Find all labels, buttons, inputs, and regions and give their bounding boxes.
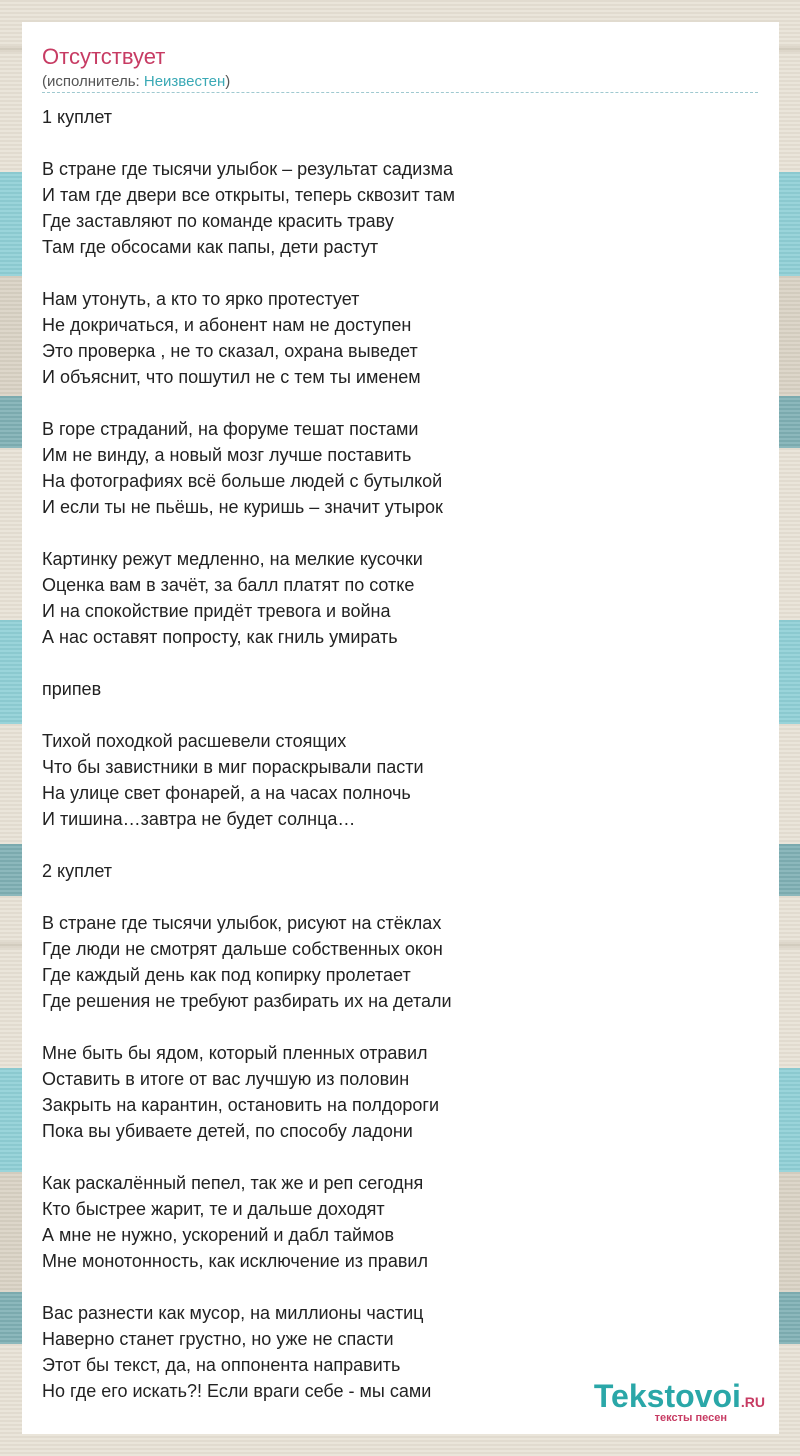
lyric-line: И если ты не пьёшь, не куришь – значит утырок <box>42 497 443 517</box>
song-title: Отсутствует <box>42 44 166 69</box>
lyric-blank-line <box>42 1144 758 1170</box>
lyric-line: Вас разнести как мусор, на миллионы частиц <box>42 1303 424 1323</box>
lyric-line: И объяснит, что пошутил не с тем ты именем <box>42 367 421 387</box>
lyric-line: Как раскалённый пепел, так же и реп сегодня <box>42 1173 424 1193</box>
lyric-line: Тихой походкой расшевели стоящих <box>42 731 347 751</box>
lyric-blank-line <box>42 390 758 416</box>
lyric-line: И там где двери все открыты, теперь сквозит там <box>42 185 456 205</box>
lyric-line: В стране где тысячи улыбок – результат садизма <box>42 159 453 179</box>
lyric-line: В стране где тысячи улыбок, рисуют на стёклах <box>42 913 442 933</box>
lyric-blank-line <box>42 1014 758 1040</box>
logo-tagline: тексты песен <box>654 1412 727 1424</box>
lyric-line: На фотографиях всё больше людей с бутылкой <box>42 471 443 491</box>
lyric-blank-line <box>42 130 758 156</box>
artist-line <box>42 73 230 91</box>
logo-name: Tekstovoi <box>593 1378 741 1414</box>
lyric-blank-line <box>42 260 758 286</box>
lyric-line: Там где обсосами как папы, дети растут <box>42 237 379 257</box>
lyric-line: Оставить в итоге от вас лучшую из половин <box>42 1069 410 1089</box>
lyric-line: И на спокойствие придёт тревога и война <box>42 601 391 621</box>
lyric-line: Где каждый день как под копирку пролетает <box>42 965 411 985</box>
lyric-line: Что бы завистники в миг пораскрывали пасти <box>42 757 424 777</box>
lyric-line: Этот бы текст, да, на оппонента направить <box>42 1355 401 1375</box>
lyric-line: Закрыть на карантин, остановить на полдороги <box>42 1095 439 1115</box>
lyric-blank-line <box>42 650 758 676</box>
lyric-line: Наверно станет грустно, но уже не спасти <box>42 1329 394 1349</box>
lyric-line: Кто быстрее жарит, те и дальше доходят <box>42 1199 385 1219</box>
lyric-line: Где заставляют по команде красить траву <box>42 211 394 231</box>
lyric-line: Мне быть бы ядом, который пленных отравил <box>42 1043 428 1063</box>
lyric-line: 2 куплет <box>42 861 112 881</box>
lyric-line: Но где его искать?! Если враги себе - мы сами <box>42 1381 432 1401</box>
artist-suffix: ) <box>225 73 231 90</box>
lyric-line: Им не винду, а новый мозг лучше поставить <box>42 445 412 465</box>
lyrics-text <box>42 104 758 1404</box>
title-divider <box>42 92 758 93</box>
lyric-line: Нам утонуть, а кто то ярко протестует <box>42 289 360 309</box>
lyric-line: Пока вы убиваете детей, по способу ладони <box>42 1121 413 1141</box>
lyric-line: Картинку режут медленно, на мелкие кусочки <box>42 549 423 569</box>
lyric-line: А нас оставят попросту, как гниль умирать <box>42 627 398 647</box>
artist-prefix: (исполнитель: <box>42 73 144 90</box>
site-logo[interactable] <box>594 1380 765 1424</box>
lyric-blank-line <box>42 520 758 546</box>
lyric-blank-line <box>42 1274 758 1300</box>
lyric-blank-line <box>42 884 758 910</box>
logo-tld: .RU <box>740 1394 765 1410</box>
artist-link[interactable]: Неизвестен <box>143 73 226 90</box>
lyric-line: Оценка вам в зачёт, за балл платят по сотке <box>42 575 415 595</box>
lyric-blank-line <box>42 702 758 728</box>
lyric-line: припев <box>42 679 102 699</box>
lyric-line: 1 куплет <box>42 107 112 127</box>
lyric-line: А мне не нужно, ускорений и дабл таймов <box>42 1225 395 1245</box>
lyric-line: Не докричаться, и абонент нам не доступен <box>42 315 412 335</box>
lyrics-card <box>22 22 779 1434</box>
lyric-line: Где люди не смотрят дальше собственных окон <box>42 939 443 959</box>
lyric-line: И тишина…завтра не будет солнца… <box>42 809 356 829</box>
lyric-line: Мне монотонность, как исключение из правил <box>42 1251 428 1271</box>
lyric-line: Где решения не требуют разбирать их на детали <box>42 991 452 1011</box>
lyric-line: Это проверка , не то сказал, охрана выведет <box>42 341 418 361</box>
lyric-blank-line <box>42 832 758 858</box>
lyric-line: На улице свет фонарей, а на часах полночь <box>42 783 411 803</box>
lyric-line: В горе страданий, на форуме тешат постами <box>42 419 419 439</box>
